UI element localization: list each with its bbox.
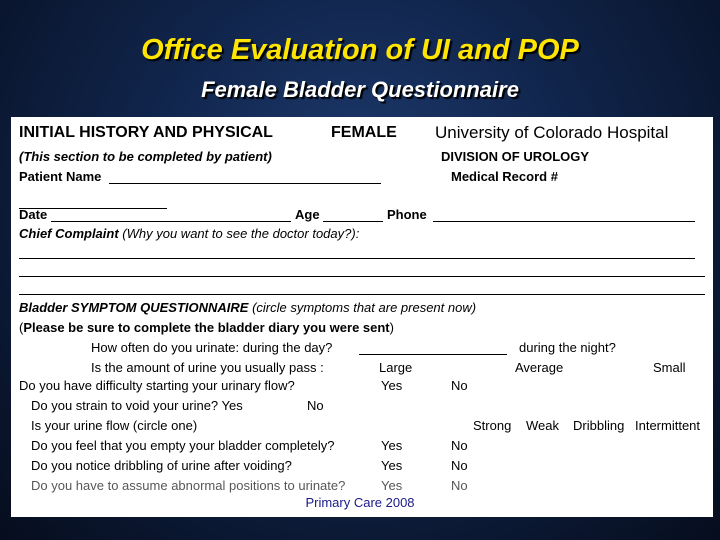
position-yes[interactable]: Yes bbox=[381, 478, 403, 493]
slide-footer: Primary Care 2008 bbox=[305, 495, 415, 510]
amount-small[interactable]: Small bbox=[653, 360, 686, 375]
amount-average[interactable]: Average bbox=[515, 360, 564, 375]
questionnaire-form bbox=[11, 117, 713, 517]
diary-note-open: ( bbox=[19, 320, 24, 335]
complaint-line-1[interactable] bbox=[19, 258, 695, 259]
age-label: Age bbox=[295, 207, 320, 222]
section-note: (This section to be completed by patient) bbox=[19, 149, 272, 164]
dribbling-no[interactable]: No bbox=[451, 458, 468, 473]
diary-note-close: ) bbox=[389, 320, 394, 335]
empty-no[interactable]: No bbox=[451, 438, 468, 453]
flow-dribbling[interactable]: Dribbling bbox=[573, 418, 625, 433]
form-header-right: University of Colorado Hospital bbox=[435, 123, 669, 142]
strain-no[interactable]: No bbox=[307, 398, 324, 413]
difficulty-yes[interactable]: Yes bbox=[381, 378, 403, 393]
age-line[interactable] bbox=[323, 221, 383, 222]
q-flow: Is your urine flow (circle one) bbox=[31, 418, 198, 433]
form-header-left: INITIAL HISTORY AND PHYSICAL bbox=[19, 124, 273, 141]
flow-strong[interactable]: Strong bbox=[473, 418, 512, 433]
patient-name-label: Patient Name bbox=[19, 169, 102, 184]
q-amount: Is the amount of urine you usually pass : bbox=[91, 360, 324, 375]
symptom-title: Bladder SYMPTOM QUESTIONNAIRE bbox=[19, 300, 249, 315]
diary-note: Please be sure to complete the bladder diary you were sent bbox=[23, 320, 390, 335]
patient-name-line[interactable] bbox=[109, 183, 381, 184]
diary-note-row bbox=[19, 320, 394, 335]
flow-weak[interactable]: Weak bbox=[526, 418, 559, 433]
frequency-day-line[interactable] bbox=[359, 354, 507, 355]
chief-complaint-label: Chief Complaint bbox=[19, 226, 119, 241]
difficulty-no[interactable]: No bbox=[451, 378, 468, 393]
flow-intermittent[interactable]: Intermittent bbox=[635, 418, 701, 433]
q-frequency-night: during the night? bbox=[519, 340, 616, 355]
q-difficulty: Do you have difficulty starting your urinary flow? bbox=[19, 378, 295, 393]
symptom-title-row bbox=[19, 300, 476, 315]
date-label: Date bbox=[19, 207, 48, 222]
empty-yes[interactable]: Yes bbox=[381, 438, 403, 453]
q-frequency: How often do you urinate: during the day? bbox=[91, 340, 333, 355]
phone-label: Phone bbox=[387, 207, 427, 222]
medical-record-label: Medical Record # bbox=[451, 169, 558, 184]
slide-subtitle: Female Bladder Questionnaire bbox=[201, 77, 519, 102]
amount-large[interactable]: Large bbox=[379, 360, 413, 375]
form-header-mid: FEMALE bbox=[331, 124, 397, 141]
phone-line[interactable] bbox=[433, 221, 695, 222]
complaint-line-3[interactable] bbox=[19, 294, 705, 295]
q-position: Do you have to assume abnormal positions to urinate? bbox=[31, 478, 346, 493]
chief-complaint-note: (Why you want to see the doctor today?): bbox=[122, 226, 360, 241]
q-empty: Do you feel that you empty your bladder completely? bbox=[31, 438, 335, 453]
symptom-note: (circle symptoms that are present now) bbox=[252, 300, 477, 315]
complaint-line-2[interactable] bbox=[19, 276, 705, 277]
q-dribbling: Do you notice dribbling of urine after voiding? bbox=[31, 458, 292, 473]
dribbling-yes[interactable]: Yes bbox=[381, 458, 403, 473]
position-no[interactable]: No bbox=[451, 478, 468, 493]
chief-complaint-row bbox=[19, 226, 359, 241]
q-strain: Do you strain to void your urine? Yes bbox=[31, 398, 243, 413]
date-line[interactable] bbox=[51, 221, 291, 222]
division-label: DIVISION OF UROLOGY bbox=[441, 149, 590, 164]
slide-title: Office Evaluation of UI and POP bbox=[141, 34, 579, 66]
